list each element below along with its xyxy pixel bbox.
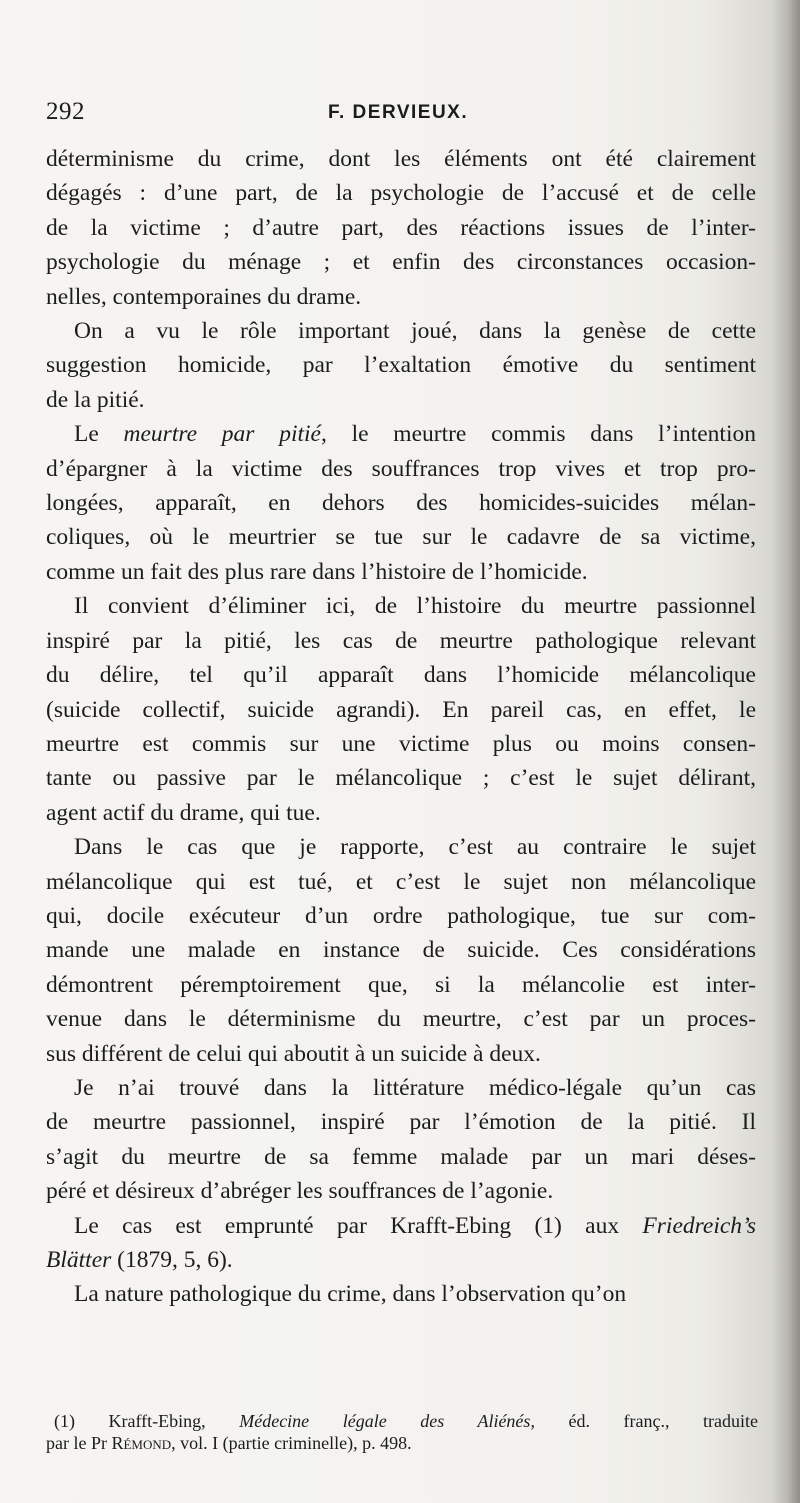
page-gutter-shadow (772, 0, 800, 1503)
footnote (46, 1410, 758, 1454)
author-name: Rémond (111, 1433, 172, 1453)
text-line: Je n’ai trouvé dans la littérature médico-légale qu’un cas (74, 1074, 756, 1101)
text-run: (1) Krafft-Ebing, (54, 1411, 240, 1431)
page-header (46, 96, 748, 136)
footnote-line (46, 1432, 758, 1454)
text-line: du délire, tel qu’il apparaît dans l’homicide mélancolique (46, 662, 756, 689)
paragraph-8 (46, 1277, 756, 1311)
text-line (46, 1209, 756, 1243)
paragraph-2 (46, 314, 756, 417)
text-line: Il convient d’éliminer ici, de l’histoire du meurtre passionnel (74, 593, 756, 620)
text-line: déterminisme du crime, dont les éléments ont été clairement (46, 146, 756, 172)
text-line: d’épargner à la victime des souffrances trop vives et trop pro- (46, 455, 756, 482)
text-line: dégagés : d’une part, de la psychologie de l’accusé et de celle (46, 180, 756, 207)
text-line: démontrent péremptoirement que, si la mélancolie est inter- (46, 971, 756, 998)
text-line: venue dans le déterminisme du meurtre, c’est par un proces- (46, 1006, 756, 1033)
text-line (46, 1243, 756, 1277)
text-line: qui, docile exécuteur d’un ordre pathologique, tue sur com- (46, 902, 756, 929)
text-line: sus différent de celui qui aboutit à un suicide à deux. (46, 1040, 541, 1067)
text-run: (1879, 5, 6). (111, 1247, 233, 1273)
text-line: s’agit du meurtre de sa femme malade par un mari déses- (46, 1143, 756, 1170)
paragraph-1 (46, 142, 756, 314)
text-line (46, 417, 756, 451)
text-line: (suicide collectif, suicide agrandi). En pareil cas, en effet, le (46, 696, 756, 723)
text-line: suggestion homicide, par l’exaltation émotive du sentiment (46, 352, 756, 379)
text-run: , le meurtre commis dans l’intention (320, 421, 756, 448)
text-run: , éd. franç., traduite (530, 1411, 758, 1431)
text-run: Le (74, 421, 124, 448)
footnote-line (46, 1410, 758, 1432)
text-line: de meurtre passionnel, inspiré par l’émotion de la pitié. Il (46, 1109, 756, 1136)
italic-title: Friedreich’s (642, 1212, 756, 1239)
text-line: comme un fait des plus rare dans l’histoire de l’homicide. (46, 558, 588, 585)
text-line: mande une malade en instance de suicide. Ces considérations (46, 937, 756, 964)
running-head: F. DERVIEUX. (328, 102, 469, 123)
text-line: On a vu le rôle important joué, dans la genèse de cette (74, 318, 756, 345)
text-line: La nature pathologique du crime, dans l’observation qu’on (74, 1281, 627, 1308)
text-run: Le cas est emprunté par Krafft-Ebing (1) aux (74, 1212, 643, 1239)
text-line: agent actif du drame, qui tue. (46, 799, 321, 826)
paragraph-5 (46, 830, 756, 1071)
paragraph-3 (46, 417, 756, 589)
text-line: nelles, contemporaines du drame. (46, 283, 362, 310)
page-number: 292 (46, 98, 85, 125)
body-text (46, 142, 756, 1312)
text-run: , vol. I (partie criminelle), p. 498. (171, 1433, 412, 1453)
paragraph-4 (46, 589, 756, 830)
text-line: inspiré par la pitié, les cas de meurtre pathologique relevant (46, 627, 756, 654)
paragraph-7 (46, 1209, 756, 1278)
text-line: de la victime ; d’autre part, des réactions issues de l’inter- (46, 214, 756, 241)
italic-phrase: meurtre par pitié (123, 421, 321, 448)
text-line: de la pitié. (46, 386, 145, 413)
text-run: par le Pr (46, 1433, 112, 1453)
text-line: péré et désireux d’abréger les souffrances de l’agonie. (46, 1178, 554, 1205)
text-line: longées, apparaît, en dehors des homicides-suicides mélan- (46, 490, 756, 517)
text-line: mélancolique qui est tué, et c’est le sujet non mélancolique (46, 868, 756, 895)
italic-title: Médecine légale des Aliénés (239, 1411, 531, 1431)
paragraph-6 (46, 1071, 756, 1209)
text-line: meurtre est commis sur une victime plus ou moins consen- (46, 730, 756, 757)
italic-title: Blätter (46, 1247, 112, 1273)
text-line: Dans le cas que je rapporte, c’est au contraire le sujet (74, 834, 756, 861)
text-line: tante ou passive par le mélancolique ; c’est le sujet délirant, (46, 765, 756, 792)
text-line: coliques, où le meurtrier se tue sur le cadavre de sa victime, (46, 524, 756, 551)
text-line: psychologie du ménage ; et enfin des circonstances occasion- (46, 249, 756, 276)
